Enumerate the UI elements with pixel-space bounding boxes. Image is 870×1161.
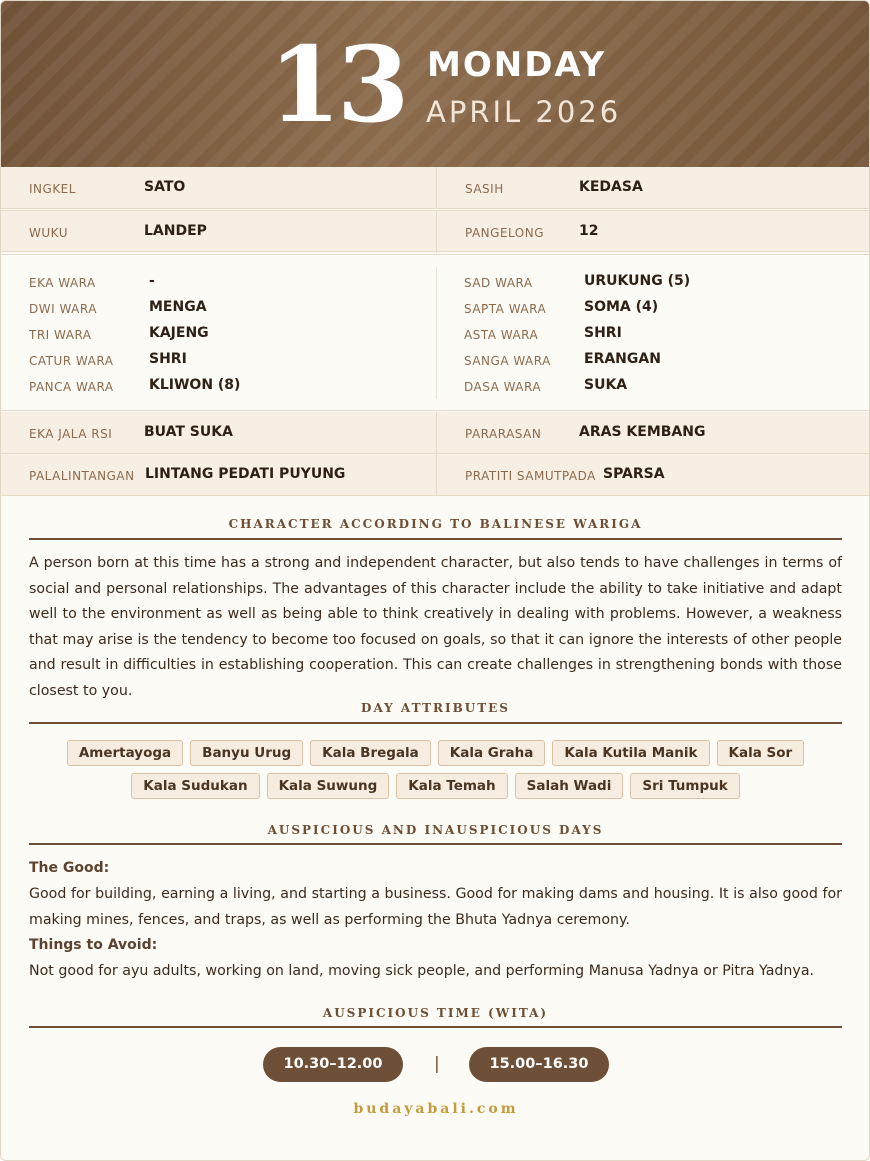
attributes-section-title: DAY ATTRIBUTES	[361, 701, 510, 715]
wara-label: TRI WARA	[29, 328, 92, 342]
ingkel-value: SATO	[144, 179, 186, 195]
wara-grid	[1, 254, 870, 411]
attribute-tag: Sri Tumpuk	[630, 773, 739, 799]
wara-value: SOMA (4)	[584, 299, 659, 315]
wara-item	[464, 324, 864, 344]
section-divider	[29, 722, 842, 724]
day-name: MONDAY	[427, 45, 607, 85]
avoid-text: Not good for ayu adults, working on land, moving sick people, and performing Manusa Yadnya or Pitra Yadnya.	[29, 963, 815, 979]
attribute-tag: Kala Suwung	[267, 773, 390, 799]
info-cell-pangelong	[436, 211, 870, 253]
palalintangan-label: PALALINTANGAN	[29, 469, 135, 483]
pangelong-value: 12	[579, 223, 599, 239]
wara-item	[464, 376, 864, 396]
info-cell-sasih	[436, 167, 870, 209]
month-year: APRIL 2026	[426, 95, 622, 129]
days-section-title: AUSPICIOUS AND INAUSPICIOUS DAYS	[267, 823, 604, 837]
wara-label: ASTA WARA	[464, 328, 539, 342]
wara-value: SHRI	[584, 325, 622, 341]
time-slot-pill: 10.30–12.00	[263, 1047, 403, 1082]
wara-value: KAJENG	[149, 325, 209, 341]
sasih-value: KEDASA	[579, 179, 643, 195]
wara-value: MENGA	[149, 299, 207, 315]
avoid-label: Things to Avoid:	[29, 937, 158, 953]
pratiti-samutpada-label: PRATITI SAMUTPADA	[465, 469, 596, 483]
wara-label: SAD WARA	[464, 276, 533, 290]
ingkel-label: INGKEL	[29, 182, 76, 196]
wara-value: -	[149, 273, 155, 289]
wara-label: PANCA WARA	[29, 380, 114, 394]
pararasan-value: ARAS KEMBANG	[579, 424, 706, 440]
wara-label: EKA WARA	[29, 276, 96, 290]
wara-value: SHRI	[149, 351, 187, 367]
section-divider	[29, 843, 842, 845]
good-label: The Good:	[29, 860, 110, 876]
attribute-tag: Kala Sor	[717, 740, 805, 766]
pratiti-samutpada-value: SPARSA	[603, 466, 665, 482]
wara-item	[464, 298, 864, 318]
site-footer: budayabali.com	[353, 1101, 519, 1117]
attribute-tag: Kala Bregala	[310, 740, 431, 766]
wara-item	[29, 272, 429, 292]
info-cell-palalintangan	[1, 454, 436, 496]
attribute-tag-list	[29, 740, 842, 799]
wara-label: DWI WARA	[29, 302, 97, 316]
wara-item	[464, 272, 864, 292]
eka-jala-rsi-value: BUAT SUKA	[144, 424, 233, 440]
attribute-tag: Banyu Urug	[190, 740, 303, 766]
good-text: Good for building, earning a living, and starting a business. Good for making dams and housing. It is also good for making mines, fences, and traps, as well as performing the Bhuta Yadnya ceremony.	[29, 886, 842, 928]
date-header	[1, 1, 870, 167]
wara-value: URUKUNG (5)	[584, 273, 691, 289]
info-row-ekajala-pararasan	[1, 412, 870, 454]
wara-item	[29, 324, 429, 344]
pararasan-label: PARARASAN	[465, 427, 542, 441]
section-divider	[29, 538, 842, 540]
time-separator: |	[434, 1054, 440, 1074]
character-text: A person born at this time has a strong and independent character, but also tends to have challenges in terms of social and personal relationships. The advantages of this character include the ability to take initiative and adapt well to the environment as well as being able to think creatively in dealing with problems. However, a weakness that may arise is the tendency to become too focused on goals, so that it can ignore the interests of other people and result in difficulties in establishing cooperation. This can create challenges in strengthening bonds with those closest to you.	[29, 555, 842, 699]
pangelong-label: PANGELONG	[465, 226, 545, 240]
wara-divider	[436, 267, 437, 399]
wara-item	[29, 350, 429, 370]
sasih-label: SASIH	[465, 182, 504, 196]
day-number: 13	[268, 23, 406, 146]
wuku-label: WUKU	[29, 226, 68, 240]
attribute-tag: Kala Kutila Manik	[552, 740, 709, 766]
info-cell-wuku	[1, 211, 436, 253]
wara-item	[29, 376, 429, 396]
info-row-ingkel-sasih	[1, 167, 870, 209]
info-cell-ingkel	[1, 167, 436, 209]
attribute-tag: Amertayoga	[67, 740, 183, 766]
eka-jala-rsi-label: EKA JALA RSI	[29, 427, 113, 441]
info-row-wuku-pangelong	[1, 210, 870, 252]
wara-item	[464, 350, 864, 370]
wara-label: SANGA WARA	[464, 354, 551, 368]
info-cell-pararasan	[436, 412, 870, 454]
wara-value: ERANGAN	[584, 351, 661, 367]
attribute-tag: Kala Sudukan	[131, 773, 259, 799]
wuku-value: LANDEP	[144, 223, 207, 239]
attribute-tag: Kala Temah	[396, 773, 507, 799]
attribute-tag: Salah Wadi	[515, 773, 624, 799]
section-divider	[29, 1026, 842, 1028]
attribute-tag: Kala Graha	[438, 740, 546, 766]
time-section-title: AUSPICIOUS TIME (WITA)	[322, 1006, 549, 1020]
info-cell-pratiti-samutpada	[436, 454, 870, 496]
info-cell-eka-jala-rsi	[1, 412, 436, 454]
character-section-title: CHARACTER ACCORDING TO BALINESE WARIGA	[228, 517, 643, 531]
wara-label: SAPTA WARA	[464, 302, 547, 316]
time-slot-pill: 15.00–16.30	[469, 1047, 609, 1082]
wara-label: DASA WARA	[464, 380, 542, 394]
wara-value: KLIWON (8)	[149, 377, 241, 393]
info-row-palalintangan-pratiti	[1, 454, 870, 496]
wara-value: SUKA	[584, 377, 628, 393]
wara-item	[29, 298, 429, 318]
palalintangan-value: LINTANG PEDATI PUYUNG	[145, 466, 346, 482]
wara-label: CATUR WARA	[29, 354, 114, 368]
